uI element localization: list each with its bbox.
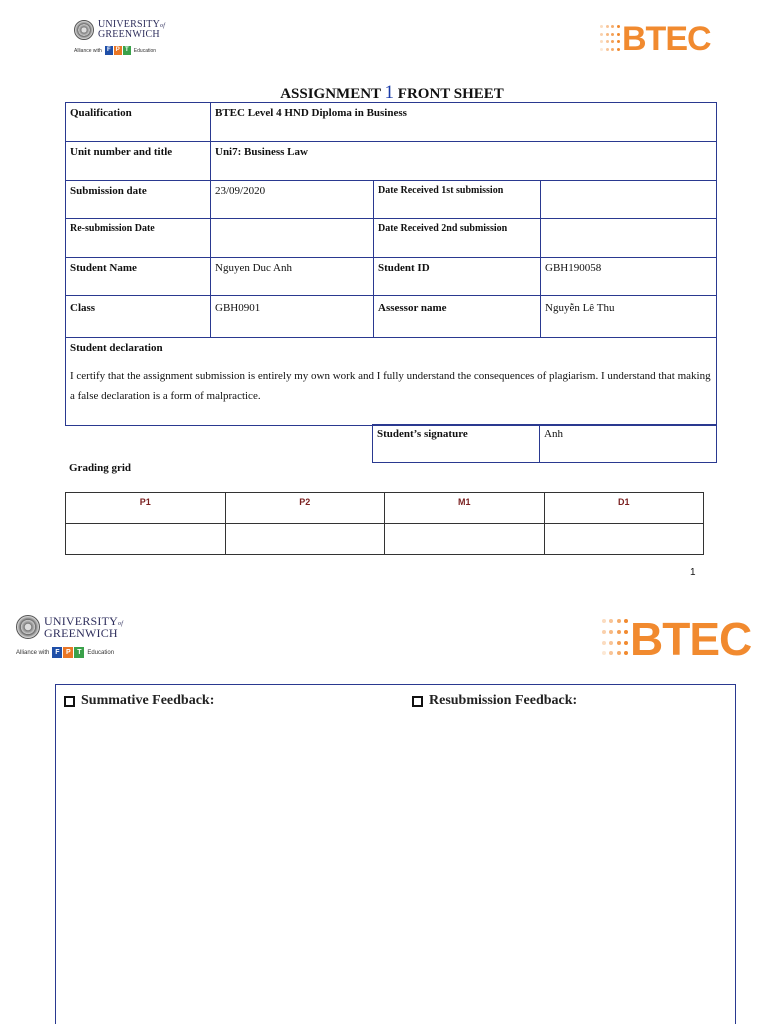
declaration-heading: Student declaration <box>70 342 163 354</box>
grade-header-d1: D1 <box>544 493 704 524</box>
resubmission-feedback-heading: Resubmission Feedback: <box>412 693 577 709</box>
student-name-value: Nguyen Duc Anh <box>211 258 374 296</box>
btec-dots-icon <box>600 25 620 53</box>
btec-dots-icon <box>602 619 628 659</box>
grade-cell-p2 <box>225 524 385 555</box>
greenwich-crest-icon <box>16 615 40 639</box>
unit-label: Unit number and title <box>66 142 211 181</box>
signature-table <box>372 424 717 463</box>
university-greenwich-logo-page2: UNIVERSITYof GREENWICH Alliance with F P T Education <box>16 614 124 656</box>
grading-value-row <box>66 524 704 555</box>
class-value: GBH0901 <box>211 296 374 338</box>
grade-cell-d1 <box>544 524 704 555</box>
unit-value: Uni7: Business Law <box>211 142 717 181</box>
grade-cell-p1 <box>66 524 226 555</box>
page-title: ASSIGNMENT 1 FRONT SHEET <box>280 82 504 103</box>
table-row <box>66 258 717 296</box>
submission-date-value: 23/09/2020 <box>211 181 374 219</box>
qualification-value: BTEC Level 4 HND Diploma in Business <box>211 103 717 142</box>
assessor-value: Nguyễn Lê Thu <box>541 296 717 338</box>
table-row <box>66 338 717 426</box>
page-number: 1 <box>690 567 696 578</box>
submission-date-label: Submission date <box>66 181 211 219</box>
table-row <box>66 142 717 181</box>
front-sheet-table <box>65 102 717 426</box>
fpt-logo: F P T <box>52 647 84 658</box>
btec-logo: BTEC <box>600 22 711 56</box>
table-row <box>373 425 717 463</box>
table-row <box>66 103 717 142</box>
summative-checkbox-icon[interactable] <box>64 696 75 707</box>
received-2nd-label: Date Received 2nd submission <box>374 219 541 258</box>
grade-header-m1: M1 <box>385 493 545 524</box>
grading-header-row <box>66 493 704 524</box>
student-name-label: Student Name <box>66 258 211 296</box>
grading-grid <box>65 492 704 555</box>
page-break <box>0 590 768 604</box>
grade-cell-m1 <box>385 524 545 555</box>
signature-label: Student’s signature <box>373 425 540 463</box>
student-id-label: Student ID <box>374 258 541 296</box>
resubmission-value <box>211 219 374 258</box>
qualification-label: Qualification <box>66 103 211 142</box>
greenwich-crest-icon <box>74 20 94 40</box>
fpt-logo: F P T <box>105 46 131 55</box>
btec-logo-page2: BTEC <box>602 616 751 662</box>
university-greenwich-logo: UNIVERSITYof GREENWICH Alliance with F P T Education <box>74 19 166 54</box>
received-1st-label: Date Received 1st submission <box>374 181 541 219</box>
signature-value: Anh <box>540 425 717 463</box>
grade-header-p1: P1 <box>66 493 226 524</box>
resubmission-checkbox-icon[interactable] <box>412 696 423 707</box>
resubmission-label: Re-submission Date <box>66 219 211 258</box>
summative-feedback-heading: Summative Feedback: <box>64 693 214 709</box>
table-row <box>66 181 717 219</box>
received-1st-value <box>541 181 717 219</box>
class-label: Class <box>66 296 211 338</box>
declaration-cell <box>66 338 717 426</box>
table-row <box>66 296 717 338</box>
declaration-text: I certify that the assignment submission is entirely my own work and I fully understand the consequences of plagiarism. I understand that making a false declaration is a form of malpractice. <box>70 370 711 402</box>
grading-grid-label: Grading grid <box>69 462 132 474</box>
student-id-value: GBH190058 <box>541 258 717 296</box>
table-row <box>66 219 717 258</box>
received-2nd-value <box>541 219 717 258</box>
assessor-label: Assessor name <box>374 296 541 338</box>
feedback-box <box>55 684 736 1024</box>
grade-header-p2: P2 <box>225 493 385 524</box>
